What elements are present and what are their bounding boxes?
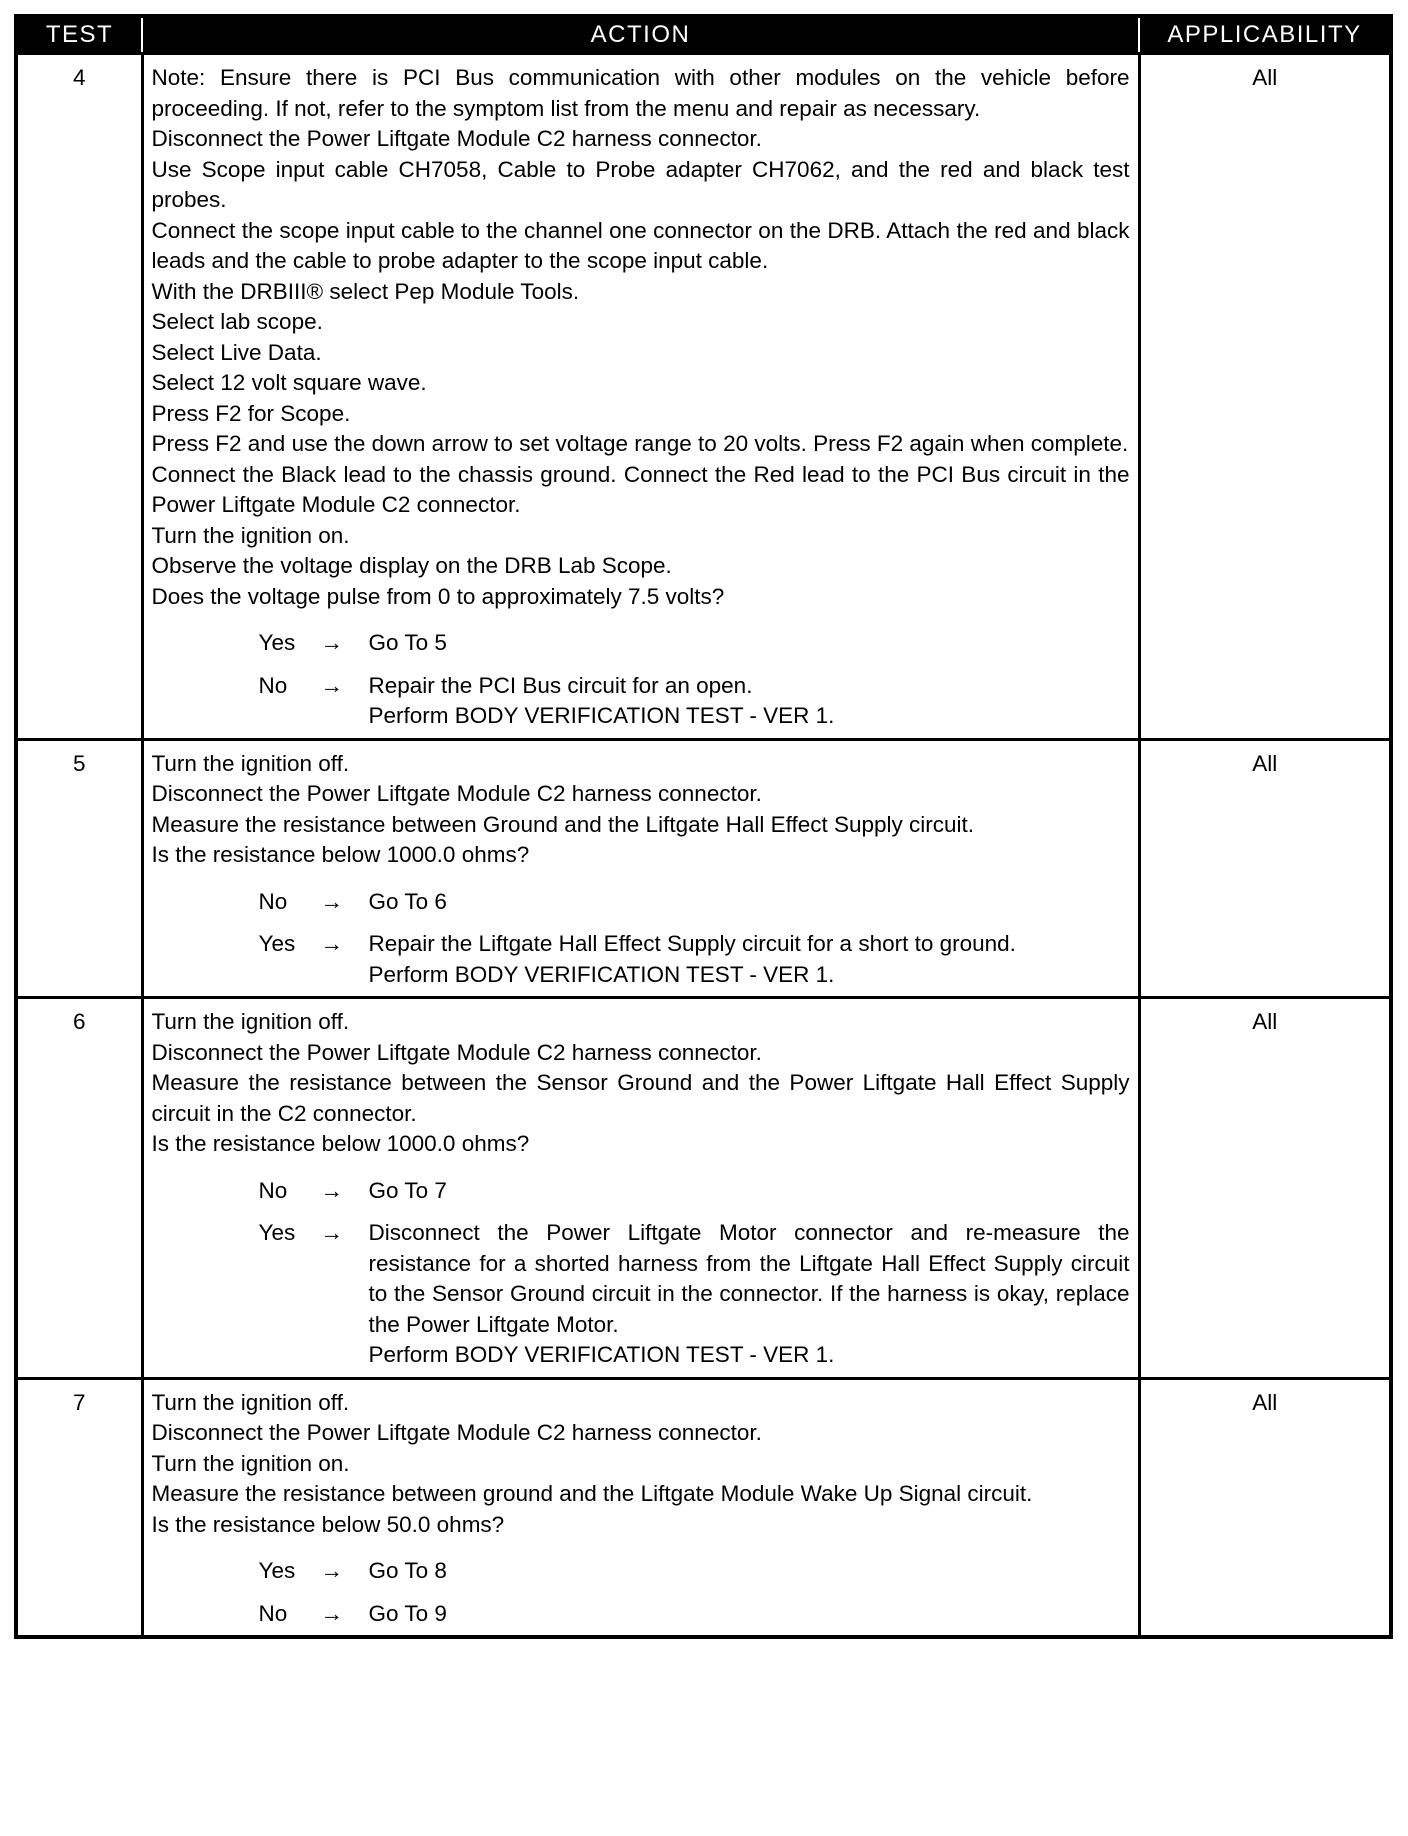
action-step: Press F2 for Scope.: [151, 400, 351, 426]
header-test: TEST: [16, 16, 142, 54]
branch-answer: Yes: [258, 1220, 296, 1245]
branch-line: Disconnect the Power Liftgate Motor connector and re-measure the resistance for a shorted harness from the Liftgate Hall Effect Supply circuit to the Sensor Ground circuit in the connector. If the harness is okay, replace the Power Liftgate Motor.: [368, 1220, 1130, 1337]
result-branch: [259, 1556, 1130, 1587]
applicability-value: All: [1139, 1378, 1391, 1637]
branch-line: Go To 6: [368, 888, 447, 914]
branch-instruction: [369, 1599, 1130, 1630]
action-step: Observe the voltage display on the DRB Lab Scope.: [151, 553, 672, 578]
test-number: 7: [16, 1378, 142, 1637]
action-step: Disconnect the Power Liftgate Module C2 harness connector.: [151, 126, 762, 151]
branch-line: Repair the Liftgate Hall Effect Supply circuit for a short to ground.: [368, 931, 1016, 956]
action-step: Connect the scope input cable to the channel one connector on the DRB. Attach the red and black leads and the cable to probe adapter to the scope input cable.: [151, 217, 1130, 273]
action-step: Press F2 and use the down arrow to set voltage range to 20 volts. Press F2 again when complete.: [151, 431, 1129, 456]
result-branch: [259, 1218, 1130, 1371]
branch-answer: No: [258, 1177, 288, 1203]
result-branch: [259, 628, 1130, 659]
diagnostic-test-document: [14, 14, 1389, 1639]
branch-line: Go To 8: [368, 1558, 447, 1583]
action-step: Use Scope input cable CH7058, Cable to Probe adapter CH7062, and the red and black test probes.: [151, 156, 1130, 212]
branch-instruction: [369, 628, 1130, 659]
applicability-value: All: [1139, 54, 1391, 740]
action-step: Disconnect the Power Liftgate Module C2 harness connector.: [151, 1420, 762, 1445]
header-row: [16, 16, 1391, 54]
action-step: Turn the ignition off.: [151, 750, 350, 776]
header-applicability: APPLICABILITY: [1139, 16, 1391, 54]
branch-line: Perform BODY VERIFICATION TEST - VER 1.: [368, 961, 835, 987]
action-step: Is the resistance below 50.0 ohms?: [151, 1511, 505, 1537]
action-step: Turn the ignition on.: [151, 1450, 350, 1476]
result-branch: [259, 887, 1130, 918]
action-step: Is the resistance below 1000.0 ohms?: [151, 1131, 530, 1156]
branch-instruction: [369, 887, 1130, 918]
arrow-right-icon: →: [320, 630, 343, 655]
action-step: Turn the ignition off.: [151, 1389, 350, 1415]
arrow-right-icon: →: [320, 1558, 343, 1583]
arrow-right-icon: →: [320, 888, 343, 914]
branch-answer: No: [258, 672, 288, 698]
action-cell: [142, 1378, 1139, 1637]
action-step: Measure the resistance between ground and the Liftgate Module Wake Up Signal circuit.: [151, 1481, 1033, 1506]
test-number: 6: [16, 998, 142, 1379]
test-row: [16, 54, 1391, 740]
branch-line: Perform BODY VERIFICATION TEST - VER 1.: [368, 1342, 835, 1367]
action-step: Is the resistance below 1000.0 ohms?: [151, 842, 530, 867]
action-step: Select lab scope.: [151, 309, 323, 334]
test-row: [16, 739, 1391, 998]
test-number: 5: [16, 739, 142, 998]
branch-instruction: [369, 1218, 1130, 1371]
action-cell: [142, 998, 1139, 1379]
applicability-value: All: [1139, 998, 1391, 1379]
action-step: Does the voltage pulse from 0 to approximately 7.5 volts?: [151, 583, 725, 609]
applicability-value: All: [1139, 739, 1391, 998]
result-branch: [259, 671, 1130, 732]
branch-instruction: [369, 1176, 1130, 1207]
branch-answer: Yes: [258, 630, 296, 655]
branch-instruction: [369, 1556, 1130, 1587]
result-branch: [259, 1599, 1130, 1630]
branch-line: Go To 7: [368, 1177, 447, 1203]
action-step: Turn the ignition off.: [151, 1009, 350, 1034]
action-step: Select 12 volt square wave.: [151, 370, 427, 395]
branch-line: Go To 5: [368, 630, 447, 655]
action-step: Connect the Black lead to the chassis ground. Connect the Red lead to the PCI Bus circuit in the Power Liftgate Module C2 connector.: [151, 461, 1130, 517]
arrow-right-icon: →: [320, 931, 343, 956]
result-branch: [259, 1176, 1130, 1207]
branch-line: Perform BODY VERIFICATION TEST - VER 1.: [368, 703, 835, 728]
branch-answer: Yes: [258, 931, 296, 956]
action-step: Select Live Data.: [151, 339, 322, 365]
header-action: ACTION: [142, 16, 1139, 54]
test-row: [16, 998, 1391, 1379]
action-step: With the DRBIII® select Pep Module Tools.: [151, 278, 580, 304]
test-table: [14, 14, 1393, 1639]
action-cell: [142, 54, 1139, 740]
action-cell: [142, 739, 1139, 998]
action-step: Measure the resistance between the Sensor Ground and the Power Liftgate Hall Effect Supply circuit in the C2 connector.: [151, 1070, 1130, 1126]
test-number: 4: [16, 54, 142, 740]
result-branch: [259, 929, 1130, 990]
action-step: Turn the ignition on.: [151, 522, 350, 548]
branch-instruction: [369, 671, 1130, 732]
branch-line: Go To 9: [368, 1600, 447, 1626]
action-step: Note: Ensure there is PCI Bus communication with other modules on the vehicle before proceeding. If not, refer to the symptom list from the menu and repair as necessary.: [151, 65, 1130, 121]
arrow-right-icon: →: [320, 1177, 343, 1203]
test-row: [16, 1378, 1391, 1637]
action-step: Measure the resistance between Ground and the Liftgate Hall Effect Supply circuit.: [151, 811, 975, 837]
branch-answer: No: [258, 888, 288, 914]
branch-line: Repair the PCI Bus circuit for an open.: [368, 672, 753, 698]
arrow-right-icon: →: [320, 672, 343, 698]
branch-instruction: [369, 929, 1130, 990]
arrow-right-icon: →: [320, 1600, 343, 1626]
arrow-right-icon: →: [320, 1220, 343, 1245]
action-step: Disconnect the Power Liftgate Module C2 harness connector.: [151, 781, 762, 806]
branch-answer: Yes: [258, 1558, 296, 1583]
branch-answer: No: [258, 1600, 288, 1626]
action-step: Disconnect the Power Liftgate Module C2 harness connector.: [151, 1039, 762, 1065]
